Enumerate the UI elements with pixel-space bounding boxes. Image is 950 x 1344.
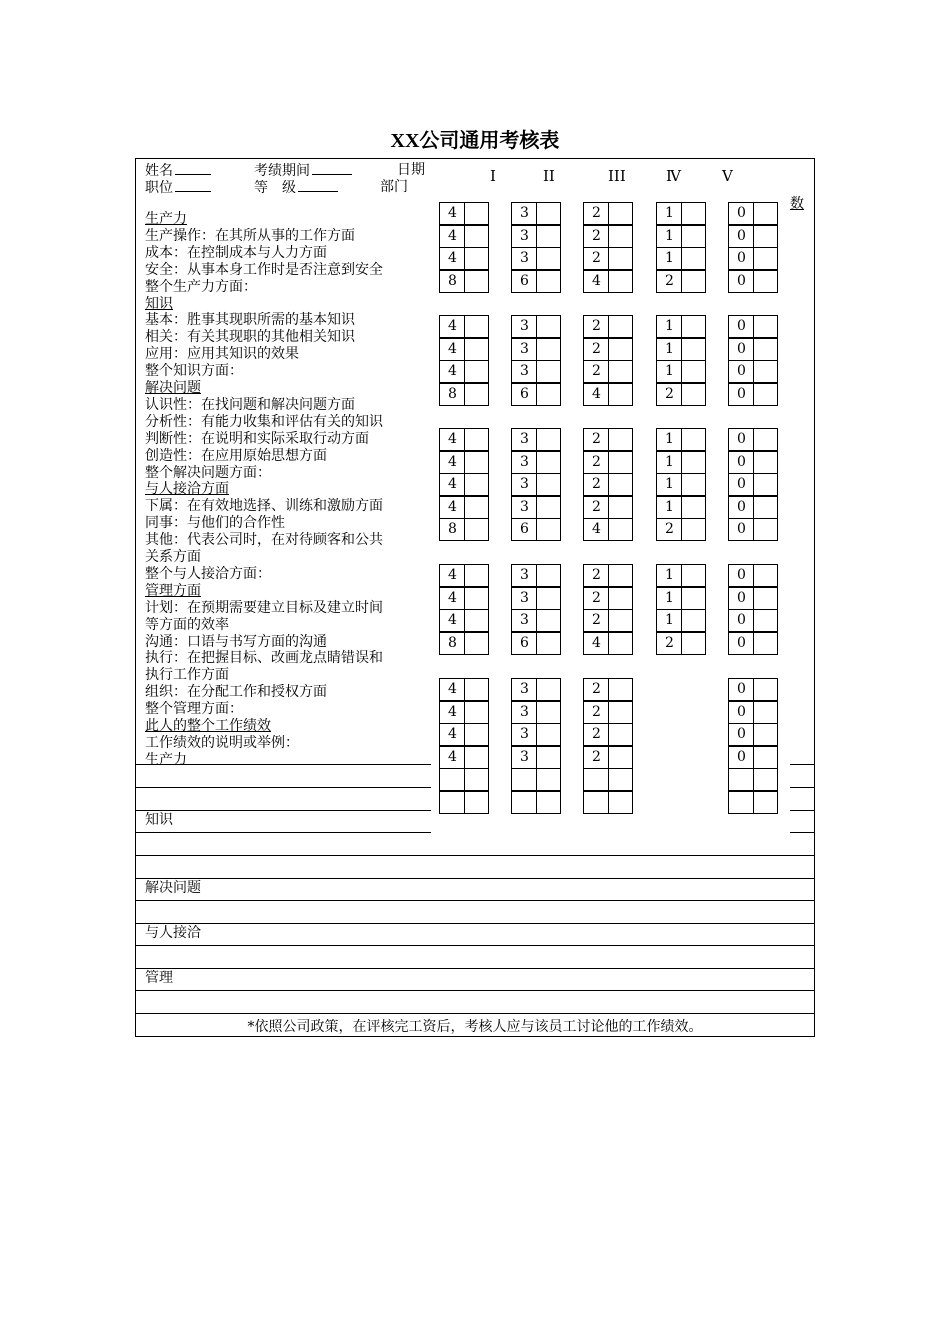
score-check-box[interactable] xyxy=(753,202,778,225)
score-value-cell: 2 xyxy=(583,202,609,225)
score-value-cell: 4 xyxy=(583,518,609,541)
score-check-box[interactable] xyxy=(536,768,561,791)
score-value-cell: 2 xyxy=(583,609,609,632)
score-value-cell: 3 xyxy=(511,678,537,701)
criteria-line: 判断性：在说明和实际采取行动方面 xyxy=(145,430,369,447)
score-value-cell: 1 xyxy=(656,315,682,338)
score-value-cell: 1 xyxy=(656,360,682,383)
score-value-cell: 4 xyxy=(439,587,465,610)
score-check-box[interactable] xyxy=(536,270,561,293)
score-value-cell: 0 xyxy=(728,383,754,406)
score-value-cell: 2 xyxy=(583,247,609,270)
score-check-box[interactable] xyxy=(464,518,489,541)
score-value-cell xyxy=(439,768,465,791)
score-check-box[interactable] xyxy=(681,564,706,587)
position-label: 职位 xyxy=(145,180,173,196)
score-check-box[interactable] xyxy=(608,383,633,406)
side-rule xyxy=(790,764,815,765)
score-check-box[interactable] xyxy=(536,315,561,338)
score-value-cell: 2 xyxy=(583,225,609,248)
score-check-box[interactable] xyxy=(753,609,778,632)
score-check-box[interactable] xyxy=(464,315,489,338)
score-check-box[interactable] xyxy=(536,428,561,451)
score-check-box[interactable] xyxy=(681,360,706,383)
score-check-box[interactable] xyxy=(464,473,489,496)
score-value-cell: 1 xyxy=(656,609,682,632)
score-check-box[interactable] xyxy=(753,587,778,610)
criteria-line: 组织：在分配工作和授权方面 xyxy=(145,684,327,701)
side-label: 数 xyxy=(790,196,804,212)
score-value-cell: 0 xyxy=(728,338,754,361)
score-value-cell: 2 xyxy=(656,270,682,293)
criteria-line: 同事：与他们的合作性 xyxy=(145,515,285,532)
score-value-cell: 0 xyxy=(728,723,754,746)
score-check-box[interactable] xyxy=(608,564,633,587)
score-check-box[interactable] xyxy=(536,746,561,769)
score-check-box[interactable] xyxy=(608,225,633,248)
rule-line xyxy=(135,878,815,879)
score-value-cell: 1 xyxy=(656,564,682,587)
period-group xyxy=(254,162,354,180)
criteria-line: 知识 xyxy=(145,295,173,312)
page-title: XX公司通用考核表 xyxy=(390,130,560,152)
score-check-box[interactable] xyxy=(681,451,706,474)
criteria-line: 管理方面 xyxy=(145,582,201,599)
grade-group xyxy=(254,179,340,197)
score-value-cell: 2 xyxy=(656,518,682,541)
score-check-box[interactable] xyxy=(464,202,489,225)
score-value-cell: 4 xyxy=(439,247,465,270)
criteria-line: 下属：在有效地选择、训练和激励方面 xyxy=(145,498,383,515)
score-check-box[interactable] xyxy=(536,632,561,655)
score-value-cell: 2 xyxy=(583,678,609,701)
criteria-line: 整个与人接洽方面： xyxy=(145,565,271,582)
level-header-5: V xyxy=(722,167,733,185)
score-check-box[interactable] xyxy=(608,587,633,610)
score-value-cell: 0 xyxy=(728,678,754,701)
score-value-cell: 3 xyxy=(511,564,537,587)
score-value-cell: 4 xyxy=(439,678,465,701)
score-check-box[interactable] xyxy=(464,678,489,701)
comment-label-knowledge: 知识 xyxy=(145,812,173,828)
criteria-line: 此人的整个工作绩效 xyxy=(145,718,271,734)
score-check-box[interactable] xyxy=(464,247,489,270)
score-check-box[interactable] xyxy=(753,270,778,293)
score-value-cell: 4 xyxy=(439,701,465,724)
score-value-cell: 3 xyxy=(511,428,537,451)
criteria-line: 创造性：在应用原始思想方面 xyxy=(145,447,327,464)
score-check-box[interactable] xyxy=(608,746,633,769)
score-check-box[interactable] xyxy=(536,678,561,701)
criteria-line: 应用：应用其知识的效果 xyxy=(145,346,299,363)
score-check-box[interactable] xyxy=(464,791,489,814)
score-value-cell: 3 xyxy=(511,247,537,270)
rule-line xyxy=(135,787,431,788)
grade-field[interactable] xyxy=(298,179,338,192)
name-label: 姓名 xyxy=(145,163,173,179)
score-value-cell: 2 xyxy=(583,723,609,746)
rule-line xyxy=(135,945,815,946)
score-check-box[interactable] xyxy=(464,564,489,587)
comment-label-people: 与人接洽 xyxy=(145,925,201,941)
score-value-cell: 4 xyxy=(439,202,465,225)
score-check-box[interactable] xyxy=(464,587,489,610)
criteria-line: 关系方面 xyxy=(145,549,201,565)
score-check-box[interactable] xyxy=(608,360,633,383)
date-label: 日期 xyxy=(397,162,425,178)
score-value-cell: 3 xyxy=(511,609,537,632)
score-value-cell: 0 xyxy=(728,225,754,248)
score-value-cell: 8 xyxy=(439,270,465,293)
score-value-cell: 4 xyxy=(439,360,465,383)
criteria-line: 成本：在控制成本与人力方面 xyxy=(145,244,327,261)
score-value-cell: 0 xyxy=(728,451,754,474)
score-value-cell xyxy=(439,791,465,814)
score-value-cell: 8 xyxy=(439,383,465,406)
rule-line xyxy=(135,764,431,765)
score-value-cell: 0 xyxy=(728,701,754,724)
score-check-box[interactable] xyxy=(536,587,561,610)
criteria-line: 整个知识方面： xyxy=(145,363,243,380)
score-check-box[interactable] xyxy=(681,518,706,541)
score-check-box[interactable] xyxy=(608,247,633,270)
criteria-line: 计划：在预期需要建立目标及建立时间 xyxy=(145,599,383,616)
score-check-box[interactable] xyxy=(536,383,561,406)
score-value-cell: 1 xyxy=(656,428,682,451)
score-value-cell: 2 xyxy=(656,632,682,655)
score-check-box[interactable] xyxy=(681,473,706,496)
period-label: 考绩期间 xyxy=(254,163,310,179)
score-check-box[interactable] xyxy=(464,723,489,746)
side-rule xyxy=(790,832,815,833)
score-check-box[interactable] xyxy=(464,632,489,655)
comment-label-management: 管理 xyxy=(145,970,173,986)
score-check-box[interactable] xyxy=(753,632,778,655)
criteria-line: 基本：胜事其现职所需的基本知识 xyxy=(145,312,355,329)
score-value-cell: 3 xyxy=(511,315,537,338)
score-check-box[interactable] xyxy=(536,496,561,519)
score-value-cell: 3 xyxy=(511,587,537,610)
score-value-cell xyxy=(583,791,609,814)
score-check-box[interactable] xyxy=(536,360,561,383)
score-value-cell xyxy=(728,768,754,791)
score-value-cell: 3 xyxy=(511,360,537,383)
score-check-box[interactable] xyxy=(681,202,706,225)
criteria-line: 整个解决问题方面： xyxy=(145,464,271,481)
score-value-cell: 2 xyxy=(656,383,682,406)
grade-label: 等 级 xyxy=(254,180,296,196)
rule-line xyxy=(135,923,815,924)
score-value-cell: 4 xyxy=(439,338,465,361)
score-check-box[interactable] xyxy=(753,518,778,541)
score-check-box[interactable] xyxy=(608,473,633,496)
score-value-cell: 8 xyxy=(439,518,465,541)
score-value-cell: 8 xyxy=(439,632,465,655)
criteria-line: 解决问题 xyxy=(145,380,201,396)
level-header-1: I xyxy=(490,167,496,185)
criteria-line: 执行工作方面 xyxy=(145,667,229,684)
score-value-cell: 4 xyxy=(583,383,609,406)
score-value-cell: 3 xyxy=(511,202,537,225)
score-check-box[interactable] xyxy=(608,768,633,791)
score-value-cell: 3 xyxy=(511,338,537,361)
score-check-box[interactable] xyxy=(464,746,489,769)
score-check-box[interactable] xyxy=(464,383,489,406)
criteria-line: 工作绩效的说明或举例： xyxy=(145,734,299,751)
criteria-line: 生产力 xyxy=(145,211,187,227)
score-value-cell: 0 xyxy=(728,518,754,541)
score-value-cell: 6 xyxy=(511,383,537,406)
comment-label-problem-solving: 解决问题 xyxy=(145,880,201,896)
score-check-box[interactable] xyxy=(681,247,706,270)
score-check-box[interactable] xyxy=(753,768,778,791)
score-check-box[interactable] xyxy=(536,473,561,496)
level-header-3: III xyxy=(608,167,626,185)
score-check-box[interactable] xyxy=(464,338,489,361)
score-check-box[interactable] xyxy=(753,496,778,519)
score-value-cell: 4 xyxy=(439,473,465,496)
score-value-cell: 1 xyxy=(656,473,682,496)
level-header-4: Ⅳ xyxy=(666,167,681,185)
score-value-cell: 4 xyxy=(439,746,465,769)
score-value-cell: 4 xyxy=(439,496,465,519)
score-check-box[interactable] xyxy=(464,701,489,724)
score-value-cell: 6 xyxy=(511,270,537,293)
score-check-box[interactable] xyxy=(753,473,778,496)
score-value-cell: 4 xyxy=(439,315,465,338)
criteria-line: 安全：从事本身工作时是否注意到安全 xyxy=(145,261,383,278)
score-check-box[interactable] xyxy=(536,701,561,724)
rule-line xyxy=(135,1013,815,1014)
score-check-box[interactable] xyxy=(753,428,778,451)
score-value-cell: 3 xyxy=(511,746,537,769)
criteria-line: 生产操作：在其所从事的工作方面 xyxy=(145,227,355,244)
score-check-box[interactable] xyxy=(753,723,778,746)
score-value-cell: 0 xyxy=(728,587,754,610)
score-value-cell: 3 xyxy=(511,225,537,248)
score-check-box[interactable] xyxy=(536,723,561,746)
score-check-box[interactable] xyxy=(536,225,561,248)
score-check-box[interactable] xyxy=(608,338,633,361)
score-value-cell: 0 xyxy=(728,496,754,519)
score-value-cell: 0 xyxy=(728,270,754,293)
score-check-box[interactable] xyxy=(681,315,706,338)
score-check-box[interactable] xyxy=(608,518,633,541)
score-value-cell: 4 xyxy=(439,564,465,587)
score-check-box[interactable] xyxy=(608,701,633,724)
score-value-cell: 2 xyxy=(583,587,609,610)
score-value-cell: 3 xyxy=(511,723,537,746)
score-value-cell: 4 xyxy=(439,451,465,474)
level-header-2: II xyxy=(543,167,555,185)
score-check-box[interactable] xyxy=(536,609,561,632)
score-check-box[interactable] xyxy=(464,609,489,632)
score-check-box[interactable] xyxy=(536,564,561,587)
score-value-cell: 0 xyxy=(728,564,754,587)
rule-line xyxy=(135,990,815,991)
score-value-cell: 0 xyxy=(728,746,754,769)
score-value-cell: 0 xyxy=(728,473,754,496)
score-value-cell: 2 xyxy=(583,451,609,474)
score-value-cell: 4 xyxy=(583,632,609,655)
rule-line xyxy=(135,810,431,811)
score-check-box[interactable] xyxy=(681,338,706,361)
score-check-box[interactable] xyxy=(753,791,778,814)
score-check-box[interactable] xyxy=(608,791,633,814)
score-check-box[interactable] xyxy=(753,451,778,474)
score-value-cell: 6 xyxy=(511,632,537,655)
criteria-line: 相关：有关其现职的其他相关知识 xyxy=(145,329,355,346)
score-check-box[interactable] xyxy=(464,225,489,248)
dept-label: 部门 xyxy=(380,179,408,195)
footnote: *依照公司政策，在评核完工资后，考核人应与该员工讨论他的工作绩效。 xyxy=(247,1019,703,1035)
criteria-line: 整个生产力方面： xyxy=(145,278,257,295)
score-value-cell: 4 xyxy=(583,270,609,293)
score-check-box[interactable] xyxy=(608,632,633,655)
score-check-box[interactable] xyxy=(753,746,778,769)
score-value-cell xyxy=(511,791,537,814)
score-check-box[interactable] xyxy=(464,428,489,451)
score-value-cell: 2 xyxy=(583,496,609,519)
score-value-cell xyxy=(728,791,754,814)
score-value-cell: 2 xyxy=(583,338,609,361)
criteria-line: 沟通：口语与书写方面的沟通 xyxy=(145,633,327,650)
score-check-box[interactable] xyxy=(753,315,778,338)
score-check-box[interactable] xyxy=(464,270,489,293)
criteria-line: 等方面的效率 xyxy=(145,616,229,633)
score-value-cell: 0 xyxy=(728,632,754,655)
score-value-cell: 2 xyxy=(583,746,609,769)
score-check-box[interactable] xyxy=(536,247,561,270)
score-value-cell: 1 xyxy=(656,587,682,610)
side-rule xyxy=(790,810,815,811)
rule-line xyxy=(135,900,815,901)
score-value-cell: 2 xyxy=(583,473,609,496)
score-check-box[interactable] xyxy=(681,496,706,519)
score-value-cell: 4 xyxy=(439,225,465,248)
score-value-cell: 2 xyxy=(583,360,609,383)
score-check-box[interactable] xyxy=(608,451,633,474)
score-check-box[interactable] xyxy=(681,383,706,406)
score-value-cell: 3 xyxy=(511,496,537,519)
score-value-cell: 3 xyxy=(511,451,537,474)
score-check-box[interactable] xyxy=(753,247,778,270)
score-value-cell: 2 xyxy=(583,701,609,724)
score-check-box[interactable] xyxy=(681,609,706,632)
score-value-cell: 0 xyxy=(728,247,754,270)
score-check-box[interactable] xyxy=(753,360,778,383)
score-value-cell: 2 xyxy=(583,428,609,451)
score-value-cell: 2 xyxy=(583,564,609,587)
rule-line xyxy=(135,832,431,833)
criteria-line: 执行：在把握目标、改画龙点睛错误和 xyxy=(145,650,383,667)
score-check-box[interactable] xyxy=(464,451,489,474)
score-value-cell: 2 xyxy=(583,315,609,338)
score-check-box[interactable] xyxy=(753,564,778,587)
score-check-box[interactable] xyxy=(536,791,561,814)
rule-line xyxy=(135,968,815,969)
score-value-cell: 1 xyxy=(656,496,682,519)
score-value-cell: 1 xyxy=(656,202,682,225)
score-value-cell: 0 xyxy=(728,315,754,338)
score-value-cell: 0 xyxy=(728,609,754,632)
score-value-cell: 3 xyxy=(511,473,537,496)
score-check-box[interactable] xyxy=(608,678,633,701)
position-field[interactable] xyxy=(175,179,211,192)
score-check-box[interactable] xyxy=(753,383,778,406)
score-check-box[interactable] xyxy=(536,518,561,541)
score-check-box[interactable] xyxy=(608,202,633,225)
rule-line xyxy=(135,855,815,856)
score-check-box[interactable] xyxy=(753,678,778,701)
score-check-box[interactable] xyxy=(536,202,561,225)
score-check-box[interactable] xyxy=(681,270,706,293)
criteria-line: 认识性：在找问题和解决问题方面 xyxy=(145,396,355,413)
score-check-box[interactable] xyxy=(681,428,706,451)
score-check-box[interactable] xyxy=(753,701,778,724)
score-check-box[interactable] xyxy=(536,338,561,361)
score-value-cell: 3 xyxy=(511,701,537,724)
score-value-cell: 1 xyxy=(656,338,682,361)
score-value-cell: 4 xyxy=(439,428,465,451)
criteria-line: 其他：代表公司时，在对待顾客和公共 xyxy=(145,532,383,549)
score-value-cell xyxy=(511,768,537,791)
score-value-cell: 6 xyxy=(511,518,537,541)
period-field[interactable] xyxy=(312,162,352,175)
criteria-line: 生产力 xyxy=(145,751,187,768)
criteria-line: 整个管理方面： xyxy=(145,701,243,718)
header-row-1 xyxy=(145,162,213,180)
score-check-box[interactable] xyxy=(608,315,633,338)
score-check-box[interactable] xyxy=(681,632,706,655)
score-value-cell: 4 xyxy=(439,723,465,746)
score-check-box[interactable] xyxy=(753,338,778,361)
score-value-cell: 1 xyxy=(656,451,682,474)
criteria-line: 分析性：有能力收集和评估有关的知识 xyxy=(145,413,383,430)
score-check-box[interactable] xyxy=(536,451,561,474)
name-field[interactable] xyxy=(175,162,211,175)
score-check-box[interactable] xyxy=(608,723,633,746)
score-value-cell: 0 xyxy=(728,202,754,225)
score-value-cell: 1 xyxy=(656,225,682,248)
score-check-box[interactable] xyxy=(464,360,489,383)
score-value-cell: 4 xyxy=(439,609,465,632)
score-value-cell: 1 xyxy=(656,247,682,270)
score-value-cell: 0 xyxy=(728,360,754,383)
side-rule xyxy=(790,787,815,788)
score-check-box[interactable] xyxy=(464,496,489,519)
score-value-cell xyxy=(583,768,609,791)
header-row-2 xyxy=(145,179,213,197)
score-check-box[interactable] xyxy=(608,428,633,451)
score-check-box[interactable] xyxy=(464,768,489,791)
score-value-cell: 0 xyxy=(728,428,754,451)
score-check-box[interactable] xyxy=(681,225,706,248)
criteria-line: 与人接洽方面 xyxy=(145,481,229,498)
score-check-box[interactable] xyxy=(608,496,633,519)
score-check-box[interactable] xyxy=(608,270,633,293)
score-check-box[interactable] xyxy=(753,225,778,248)
score-check-box[interactable] xyxy=(681,587,706,610)
score-check-box[interactable] xyxy=(608,609,633,632)
